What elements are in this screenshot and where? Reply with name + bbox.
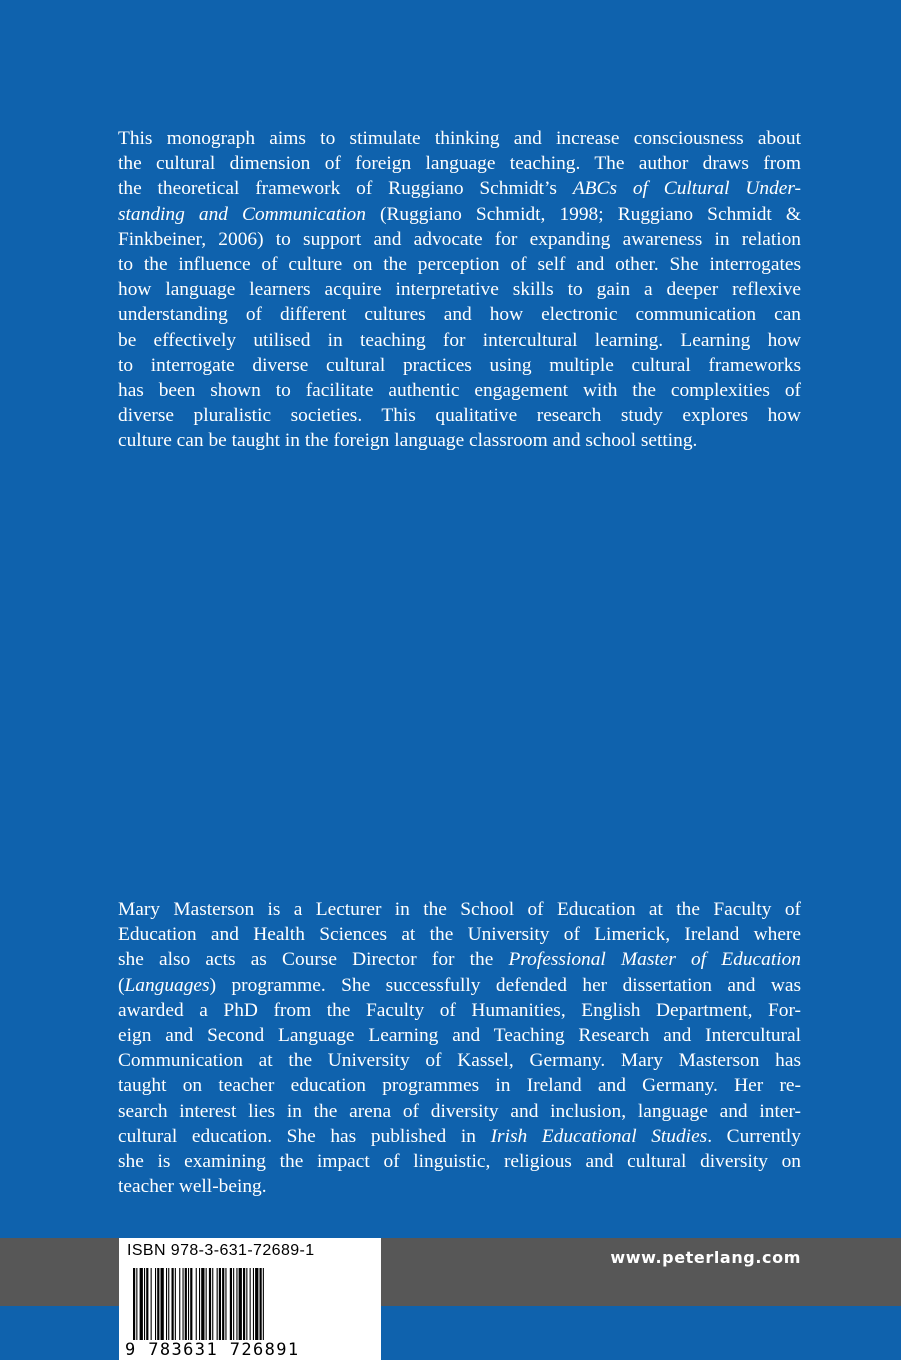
description-line: to interrogate diverse cultural practices using multiple cultural frameworks bbox=[118, 354, 801, 376]
description-line: to the influence of culture on the perception of self and other. She interrogates bbox=[118, 254, 801, 276]
description-line: culture can be taught in the foreign language classroom and school setting. bbox=[118, 430, 698, 452]
book-description bbox=[118, 126, 801, 454]
bio-line: Communication at the University of Kassel, Germany. Mary Masterson has bbox=[118, 1050, 801, 1072]
description-line: standing and Communication (Ruggiano Schmidt, 1998; Ruggiano Schmidt & bbox=[118, 203, 801, 225]
bio-line: she is examining the impact of linguistic, religious and cultural diversity on bbox=[118, 1151, 801, 1173]
journal-title: Irish Educational Studies bbox=[490, 1125, 708, 1147]
programme-subtitle: Languages bbox=[124, 974, 210, 996]
isbn-barcode-box bbox=[119, 1238, 381, 1360]
description-line: understanding of different cultures and how electronic communication can bbox=[118, 304, 801, 326]
description-line: has been shown to facilitate authentic engagement with the complexities of bbox=[118, 380, 801, 402]
description-line: the theoretical framework of Ruggiano Schmidt’s ABCs of Cultural Under- bbox=[118, 178, 801, 200]
publisher-url[interactable]: www.peterlang.com bbox=[610, 1248, 801, 1267]
description-line: be effectively utilised in teaching for intercultural learning. Learning how bbox=[118, 329, 801, 351]
author-biography bbox=[118, 897, 801, 1199]
description-line: diverse pluralistic societies. This qualitative research study explores how bbox=[118, 405, 801, 427]
bio-line: (Languages) programme. She successfully defended her dissertation and was bbox=[118, 974, 801, 996]
description-line: how language learners acquire interpretative skills to gain a deeper reflexive bbox=[118, 279, 801, 301]
cited-title: ABCs of Cultural Under- bbox=[572, 178, 801, 200]
bio-line: cultural education. She has published in Irish Educational Studies. Currently bbox=[118, 1125, 801, 1147]
bio-line: taught on teacher education programmes in Ireland and Germany. Her re- bbox=[118, 1075, 801, 1097]
description-line: Finkbeiner, 2006) to support and advocate for expanding awareness in relation bbox=[118, 228, 801, 250]
description-line: This monograph aims to stimulate thinking and increase consciousness about bbox=[118, 128, 801, 149]
bio-line: search interest lies in the arena of diversity and inclusion, language and inter- bbox=[118, 1100, 801, 1122]
bio-line: she also acts as Course Director for the Professional Master of Education bbox=[118, 949, 802, 971]
cited-title: standing and Communication bbox=[118, 203, 366, 225]
description-line: the cultural dimension of foreign language teaching. The author draws from bbox=[118, 153, 801, 175]
programme-title: Professional Master of Education bbox=[508, 949, 802, 971]
barcode-digits: 9 783631 726891 bbox=[125, 1340, 300, 1360]
bio-line: Mary Masterson is a Lecturer in the School of Education at the Faculty of bbox=[118, 899, 801, 920]
bio-line: teacher well-being. bbox=[118, 1176, 267, 1198]
bio-line: eign and Second Language Learning and Teaching Research and Intercultural bbox=[118, 1025, 801, 1047]
bio-line: Education and Health Sciences at the University of Limerick, Ireland where bbox=[118, 924, 801, 946]
bio-line: awarded a PhD from the Faculty of Humanities, English Department, For- bbox=[118, 999, 801, 1021]
isbn-label: ISBN 978-3-631-72689-1 bbox=[127, 1242, 315, 1259]
